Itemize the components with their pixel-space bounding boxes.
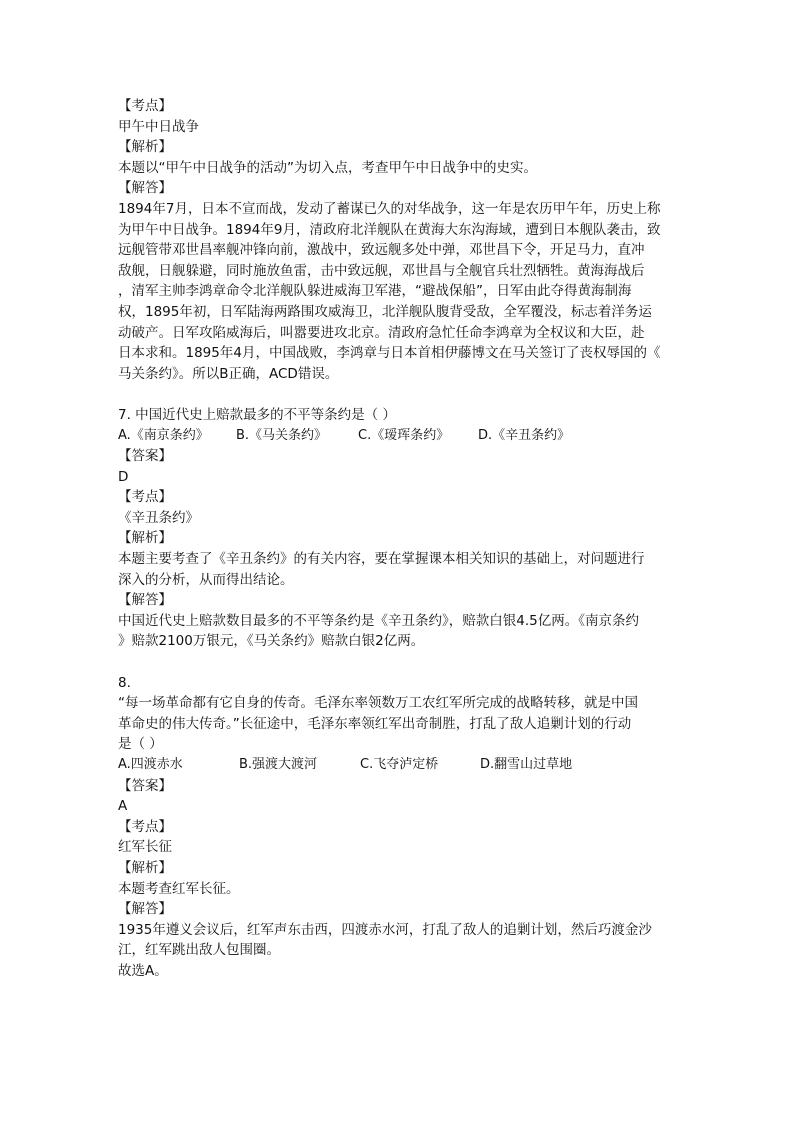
q8-answer-label: 【答案】 — [118, 777, 172, 794]
q8-point: 红军长征 — [118, 839, 172, 856]
q8-answer: A — [118, 798, 128, 815]
q8-solution-line: 1935年遵义会议后，红军声东击西，四渡赤水河，打乱了敌人的追剿计划，然后巧渡金沙 — [118, 921, 652, 938]
q7-solution-label: 【解答】 — [118, 592, 172, 609]
q8-question-line: 革命史的伟大传奇。”长征途中，毛泽东率领红军出奇制胜，打乱了敌人追剿计划的行动 — [118, 715, 632, 732]
q6-solution-line: 敌舰，日舰躲避，同时施放鱼雷，击中致远舰，邓世昌与全舰官兵壮烈牺牲。黄海海战后 — [118, 262, 645, 279]
q7-analysis-line: 本题主要考查了《辛丑条约》的有关内容，要在掌握课本相关知识的基础上，对问题进行 — [118, 551, 645, 568]
q6-solution-line: 为甲午中日战争。1894年9月，清政府北洋舰队在黄海大东沟海域，遭到日本舰队袭击，致 — [118, 221, 661, 238]
q6-solution-line: 1894年7月，日本不宣而战，发动了蓄谋已久的对华战争，这一年是农历甲午年，历史上称 — [118, 200, 661, 217]
q7-solution-line: 》赔款2100万银元，《马关条约》赔款白银2亿两。 — [118, 633, 425, 650]
q6-solution-line: 日本求和。1895年4月，中国战败，李鸿章与日本首相伊藤博文在马关签订了丧权辱国的《 — [118, 345, 661, 362]
q8-option-d: D.翻雪山过草地 — [480, 757, 573, 772]
q7-point: 《辛丑条约》 — [118, 509, 199, 526]
document-page — [118, 96, 678, 982]
spacer — [118, 652, 678, 673]
q6-point: 甲午中日战争 — [118, 118, 199, 135]
q6-point-label: 【考点】 — [118, 98, 172, 114]
q7-option-b: B.《马关条约》 — [236, 427, 328, 443]
q8-solution-line: 江，红军跳出敌人包围圈。 — [118, 942, 280, 959]
q7-analysis-line: 深入的分析，从而得出结论。 — [118, 571, 294, 588]
q8-question-line: 是（ ） — [118, 736, 163, 753]
q6-solution-line: ，清军主帅李鸿章命令北洋舰队躲进威海卫军港，“避战保船”，日军由此夺得黄海制海 — [118, 283, 632, 300]
q8-point-label: 【考点】 — [118, 818, 172, 835]
q7-answer: D — [118, 468, 129, 485]
q7-option-c: C.《瑷珲条约》 — [358, 427, 450, 443]
q8-solution-label: 【解答】 — [118, 901, 172, 918]
q8-analysis: 本题考查红军长征。 — [118, 880, 240, 897]
q8-option-b: B.强渡大渡河 — [239, 757, 318, 772]
q7-analysis-label: 【解析】 — [118, 530, 172, 547]
q7-options — [118, 426, 678, 447]
q8-solution-line: 故选A。 — [118, 962, 168, 979]
q8-options — [118, 755, 678, 776]
q6-analysis: 本题以“甲午中日战争的活动”为切入点，考查甲午中日战争中的史实。 — [118, 159, 537, 176]
q8-question-line: “每一场革命都有它自身的传奇。毛泽东率领数万工农红军所完成的战略转移，就是中国 — [118, 695, 638, 712]
q7-point-label: 【考点】 — [118, 489, 172, 506]
q7-question: 7. 中国近代史上赔款最多的不平等条约是（ ） — [118, 406, 396, 423]
q7-option-d: D.《辛丑条约》 — [478, 427, 571, 443]
q8-option-c: C.飞夺泸定桥 — [360, 757, 439, 772]
q8-option-a: A.四渡赤水 — [118, 757, 183, 772]
q6-solution-line: 权，1895年初，日军陆海两路围攻威海卫，北洋舰队腹背受敌，全军覆没，标志着洋务运 — [118, 303, 652, 320]
q6-analysis-label: 【解析】 — [118, 139, 172, 156]
q6-solution-line: 远舰管带邓世昌率舰冲锋向前，激战中，致远舰多处中弹，邓世昌下令，开足马力，直冲 — [118, 242, 645, 259]
q6-solution-line: 动破产。日军攻陷威海后，叫嚣要进攻北京。清政府急忙任命李鸿章为全权议和大臣，赴 — [118, 324, 645, 341]
q8-analysis-label: 【解析】 — [118, 859, 172, 876]
q7-answer-label: 【答案】 — [118, 448, 172, 465]
q8-number: 8. — [118, 674, 131, 691]
q6-solution-line: 马关条约》。所以B正确，ACD错误。 — [118, 365, 339, 382]
q6-solution-label: 【解答】 — [118, 180, 172, 197]
q7-solution-line: 中国近代史上赔款数目最多的不平等条约是《辛丑条约》，赔款白银4.5亿两。《南京条约 — [118, 612, 639, 629]
q7-option-a: A.《南京条约》 — [118, 427, 209, 443]
spacer — [118, 384, 678, 405]
